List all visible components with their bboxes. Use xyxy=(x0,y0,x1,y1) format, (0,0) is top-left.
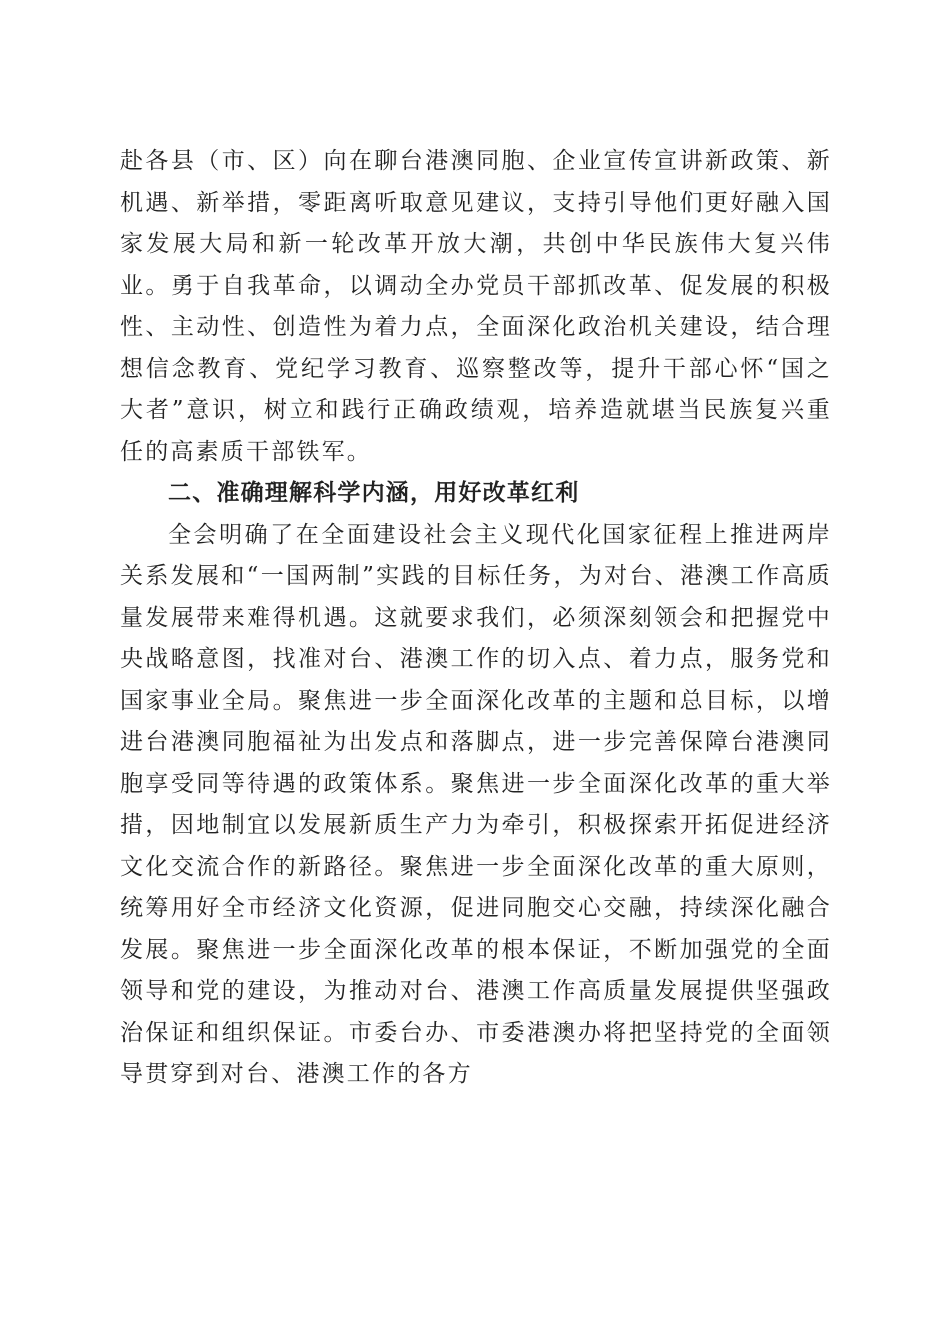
body-paragraph: 全会明确了在全面建设社会主义现代化国家征程上推进两岸关系发展和“一国两制”实践的目标任务，为对台、港澳工作高质量发展带来难得机遇。这就要求我们，必须深刻领会和把握党中央战略意图，找准对台、港澳工作的切入点、着力点，服务党和国家事业全局。聚焦进一步全面深化改革的主题和总目标，以增进台港澳同胞福祉为出发点和落脚点，进一步完善保障台港澳同胞享受同等待遇的政策体系。聚焦进一步全面深化改革的重大举措，因地制宜以发展新质生产力为牵引，积极探索开拓促进经济文化交流合作的新路径。聚焦进一步全面深化改革的重大原则，统筹用好全市经济文化资源，促进同胞交心交融，持续深化融合发展。聚焦进一步全面深化改革的根本保证，不断加强党的全面领导和党的建设，为推动对台、港澳工作高质量发展提供坚强政治保证和组织保证。市委台办、市委港澳办将把坚持党的全面领导贯穿到对台、港澳工作的各方 xyxy=(120,521,832,1087)
section-heading: 二、准确理解科学内涵，用好改革红利 xyxy=(168,480,580,506)
document-body xyxy=(120,141,832,1096)
body-paragraph-continued: 赴各县（市、区）向在聊台港澳同胞、企业宣传宣讲新政策、新机遇、新举措，零距离听取意见建议，支持引导他们更好融入国家发展大局和新一轮改革开放大潮，共创中华民族伟大复兴伟业。勇于自我革命，以调动全办党员干部抓改革、促发展的积极性、主动性、创造性为着力点，全面深化政治机关建设，结合理想信念教育、党纪学习教育、巡察整改等，提升干部心怀“国之大者”意识，树立和践行正确政绩观，培养造就堪当民族复兴重任的高素质干部铁军。 xyxy=(120,148,832,465)
